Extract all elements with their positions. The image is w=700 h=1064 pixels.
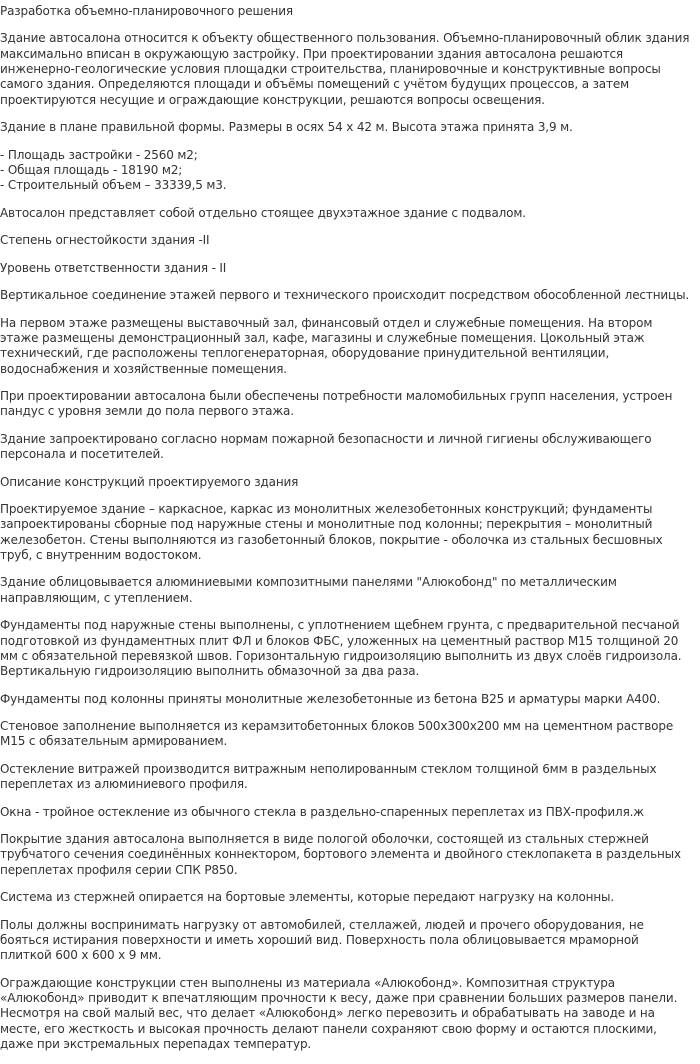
paragraph: Здание запроектировано согласно нормам пожарной безопасности и личной гигиены обслуживающего персонала и посетителей. <box>0 431 652 462</box>
paragraph: Здание автосалона относится к объекту общественного пользования. Объемно-планировочный облик здания максимально вписан в окружающую застройку. При проектировании здания автосалона решаются инженерно-геологические условия площадки строительства, планировочные и конструктивные вопросы самого здания. Определяются площади и объёмы помещений с учётом будущих процессов, а затем проектируются несущие и ограждающие конструкции, решаются вопросы освещения. <box>0 31 690 107</box>
paragraph: Ограждающие конструкции стен выполнены из материала «Алюкобонд». Композитная структура «Алюкобонд» приводит к впечатляющим прочности к весу, даже при сравнении больших размеров панели. Несмотря на свой малый вес, что делает «Алюкобонд» легко перевозить и обрабатывать на заводе и на месте, его жесткость и высокая прочность делают панели сохраняют свою форму и остаются плоскими, даже при экстремальных перепадах температур. <box>0 975 678 1051</box>
paragraph: Окна - тройное остекление из обычного стекла в раздельно-спаренных переплетах из ПВХ-профиля.ж <box>0 804 644 819</box>
paragraph: При проектировании автосалона были обеспечены потребности маломобильных групп населения, устроен пандус с уровня земли до пола первого этажа. <box>0 389 673 419</box>
paragraph: Фундаменты под наружные стены выполнены, с уплотнением щебнем грунта, с предварительной песчаной подготовкой из фундаментных плит ФЛ и блоков ФБС, уложенных на цементный раствор М15 толщиной 20 мм с обязательной перевязкой швов. Горизонтальную гидроизоляцию выполнить из двух слоёв гидроизола. Вертикальную гидроизоляцию выполнить обмазочной за два раза. <box>0 618 682 679</box>
paragraph: Фундаменты под колонны приняты монолитные железобетонные из бетона В25 и арматуры марки А400. <box>0 691 661 706</box>
paragraph: Стеновое заполнение выполняется из керамзитобетонных блоков 500х300х200 мм на цементном растворе М15 с обязательным армированием. <box>0 719 674 749</box>
section-heading: Описание конструкций проектируемого здания <box>0 474 299 489</box>
list-item: - Общая площадь - 18190 м2; <box>0 162 183 177</box>
paragraph: Здание в плане правильной формы. Размеры в осях 54 х 42 м. Высота этажа принята 3,9 м. <box>0 120 573 135</box>
paragraph: Остекление витражей производится витражным неполированным стеклом толщиной 6мм в раздельных переплетах из алюминиевого профиля. <box>0 761 657 792</box>
paragraph: На первом этаже размещены выставочный зал, финансовый отдел и служебные помещения. На втором этаже размещены демонстрационный зал, кафе, магазины и служебные помещения. Цокольный этаж технический, где расположены теплогенераторная, оборудование принудительной вентиляции, водоснабжения и хозяйственные помещения. <box>0 315 653 376</box>
list-item: - Площадь застройки - 2560 м2; <box>0 147 198 162</box>
paragraph: Полы должны воспринимать нагрузку от автомобилей, стеллажей, людей и прочего оборудования, не бояться истирания поверхности и иметь хороший вид. Поверхность пола облицовывается мраморной плиткой 600 х 600 х 9 мм. <box>0 917 644 963</box>
paragraph: Вертикальное соединение этажей первого и технического происходит посредством обособленной лестницы. <box>0 288 690 303</box>
paragraph: Степень огнестойкости здания -II <box>0 233 210 248</box>
paragraph: Проектируемое здание – каркасное, каркас из монолитных железобетонных конструкций; фундаменты запроектированы сборные под наружные стены и монолитные под колонны; перекрытия – монолитный железобетон. Стены выполняются из газобетонный блоков, покрытие - оболочка из стальных бесшовных труб, с внутренним водостоком. <box>0 502 663 562</box>
document-body <box>0 4 693 1064</box>
paragraph: Здание облицовывается алюминиевыми композитными панелями "Алюкобонд" по металлическим направляющим, с утеплением. <box>0 575 617 605</box>
section-heading: Разработка объемно-планировочного решения <box>0 4 293 18</box>
paragraph: Уровень ответственности здания - II <box>0 260 227 275</box>
paragraph: Система из стержней опирается на бортовые элементы, которые передают нагрузку на колонны. <box>0 890 615 905</box>
paragraph: Покрытие здания автосалона выполняется в виде пологой оболочки, состоящей из стальных стержней трубчатого сечения соединённых коннектором, бортового элемента и двойного стеклопакета в раздельных переплетах профиля серии СПК Р850. <box>0 832 681 877</box>
list-item: - Строительный объем – 33339,5 м3. <box>0 178 227 193</box>
paragraph: Автосалон представляет собой отдельно стоящее двухэтажное здание с подвалом. <box>0 205 526 220</box>
